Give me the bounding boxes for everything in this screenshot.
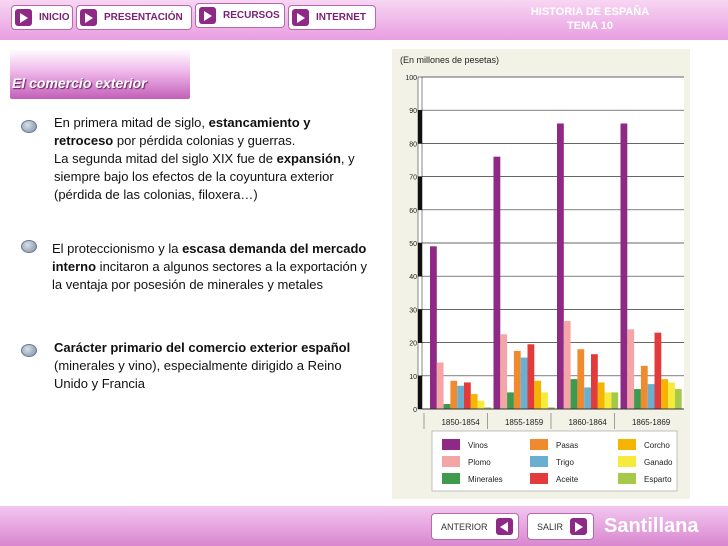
y-tick-label: 40 xyxy=(409,274,417,282)
bar-minerales-1865-1869 xyxy=(634,389,641,409)
brand-logo: Santillana xyxy=(604,515,699,537)
bar-pasas-1860-1864 xyxy=(577,349,584,409)
bar-aceite-1850-1854 xyxy=(464,382,471,409)
play-arrow-icon xyxy=(199,7,216,24)
play-arrow-icon xyxy=(80,9,97,26)
bar-trigo-1860-1864 xyxy=(584,387,591,409)
y-axis-segment xyxy=(418,343,422,376)
bar-aceite-1855-1859 xyxy=(528,344,535,409)
legend-label: Plomo xyxy=(468,458,491,467)
legend-swatch xyxy=(618,473,636,484)
bar-vinos-1855-1859 xyxy=(494,157,501,409)
legend-label: Minerales xyxy=(468,475,503,484)
recursos-button[interactable] xyxy=(195,3,285,28)
bar-esparto-1860-1864 xyxy=(611,392,618,409)
category-label: 1865-1869 xyxy=(631,418,671,427)
y-axis-segment xyxy=(418,77,422,110)
y-tick-label: 90 xyxy=(409,108,417,116)
inicio-button[interactable] xyxy=(11,5,73,30)
legend-swatch xyxy=(530,456,548,467)
bar-minerales-1850-1854 xyxy=(444,404,451,409)
play-arrow-icon xyxy=(292,9,309,26)
y-tick-label: 10 xyxy=(409,373,417,381)
course-topic: TEMA 10 xyxy=(566,20,614,32)
y-tick-label: 20 xyxy=(409,340,417,348)
bar-pasas-1865-1869 xyxy=(641,366,648,409)
bar-plomo-1855-1859 xyxy=(500,334,507,409)
y-axis-segment xyxy=(418,210,422,243)
bar-minerales-1860-1864 xyxy=(571,379,578,409)
y-tick-label: 60 xyxy=(409,207,417,215)
category-label: 1850-1854 xyxy=(441,418,480,427)
y-tick-label: 70 xyxy=(409,174,417,182)
bar-vinos-1860-1864 xyxy=(557,123,564,409)
presentacion-button[interactable] xyxy=(76,5,192,30)
legend-label: Corcho xyxy=(644,441,670,450)
y-axis-segment xyxy=(418,177,422,210)
legend-label: Trigo xyxy=(556,458,574,467)
internet-button[interactable] xyxy=(288,5,376,30)
y-tick-label: 50 xyxy=(409,241,417,248)
salir-button[interactable] xyxy=(527,513,594,540)
legend-swatch xyxy=(618,439,636,450)
category-label: 1855-1859 xyxy=(504,418,544,427)
internet-label: INTERNET xyxy=(316,12,366,23)
bar-corcho-1855-1859 xyxy=(534,381,541,409)
legend-label: Vinos xyxy=(468,441,488,450)
legend-label: Aceite xyxy=(556,475,579,484)
inicio-label: INICIO xyxy=(39,12,70,23)
bar-esparto-1865-1869 xyxy=(675,389,682,409)
y-axis-segment xyxy=(418,276,422,309)
legend-label: Ganado xyxy=(644,458,673,467)
y-tick-label: 80 xyxy=(409,141,417,149)
section-title: El comercio exterior xyxy=(12,75,147,91)
bar-plomo-1860-1864 xyxy=(564,321,571,409)
bar-aceite-1860-1864 xyxy=(591,354,598,409)
paragraph-2: El proteccionismo y la escasa demanda del mercado interno incitaron a algunos sectores a la exportación y la ventaja por posesión de minerales y metales xyxy=(52,241,368,292)
bar-trigo-1865-1869 xyxy=(648,384,655,409)
legend-swatch xyxy=(530,473,548,484)
legend-label: Pasas xyxy=(556,441,579,450)
bullet-icon xyxy=(21,344,37,357)
legend-swatch xyxy=(442,439,460,450)
y-tick-label: 30 xyxy=(409,307,417,315)
y-axis-segment xyxy=(418,143,422,176)
presentacion-label: PRESENTACIÓN xyxy=(104,12,183,23)
section-header-band xyxy=(10,49,190,99)
legend-swatch xyxy=(442,456,460,467)
y-axis-segment xyxy=(418,243,422,276)
back-arrow-icon xyxy=(496,518,513,535)
course-name: HISTORIA DE ESPAÑA xyxy=(530,6,650,18)
bar-ganado-1850-1854 xyxy=(478,401,485,409)
bar-plomo-1865-1869 xyxy=(627,329,634,409)
y-tick-label: 0 xyxy=(413,407,417,414)
course-title xyxy=(500,5,680,33)
bar-vinos-1850-1854 xyxy=(430,246,437,409)
bar-ganado-1860-1864 xyxy=(605,392,612,409)
paragraph-3: Carácter primario del comercio exterior español (minerales y vino), especialmente dirigido a Reino Unido y Francia xyxy=(54,340,351,391)
anterior-label: ANTERIOR xyxy=(441,521,488,532)
y-tick-label: 100 xyxy=(405,75,417,82)
bar-ganado-1865-1869 xyxy=(668,382,675,409)
anterior-button[interactable] xyxy=(431,513,519,540)
bullet-icon xyxy=(21,120,37,133)
bar-corcho-1850-1854 xyxy=(471,394,478,409)
bar-plomo-1850-1854 xyxy=(437,363,444,409)
y-axis-segment xyxy=(418,376,422,409)
legend-label: Esparto xyxy=(644,475,672,484)
bar-corcho-1860-1864 xyxy=(598,382,605,409)
bullet-icon xyxy=(21,240,37,253)
bar-vinos-1865-1869 xyxy=(621,123,628,409)
exit-arrow-icon xyxy=(570,518,587,535)
legend-swatch xyxy=(618,456,636,467)
paragraph-1: En primera mitad de siglo, estancamiento y retroceso por pérdida colonias y guerras. La segunda mitad del siglo XIX fue de expansión, y siempre bajo los efectos de la coyuntura exterior (pérdida de las colonias, filoxera…) xyxy=(54,115,355,202)
play-arrow-icon xyxy=(15,9,32,26)
bar-minerales-1855-1859 xyxy=(507,392,514,409)
y-axis-segment xyxy=(418,110,422,143)
export-bar-chart xyxy=(392,49,690,499)
bar-corcho-1865-1869 xyxy=(661,379,668,409)
y-axis-segment xyxy=(418,309,422,342)
chart-title: (En millones de pesetas) xyxy=(400,55,500,65)
bar-pasas-1850-1854 xyxy=(450,381,457,409)
category-label: 1860-1864 xyxy=(568,418,607,427)
legend-swatch xyxy=(442,473,460,484)
legend-swatch xyxy=(530,439,548,450)
bar-trigo-1855-1859 xyxy=(521,358,528,409)
recursos-label: RECURSOS xyxy=(223,10,280,21)
bar-aceite-1865-1869 xyxy=(655,333,662,409)
bar-ganado-1855-1859 xyxy=(541,392,548,409)
bar-trigo-1850-1854 xyxy=(457,386,464,409)
salir-label: SALIR xyxy=(537,521,564,532)
bar-pasas-1855-1859 xyxy=(514,351,521,409)
